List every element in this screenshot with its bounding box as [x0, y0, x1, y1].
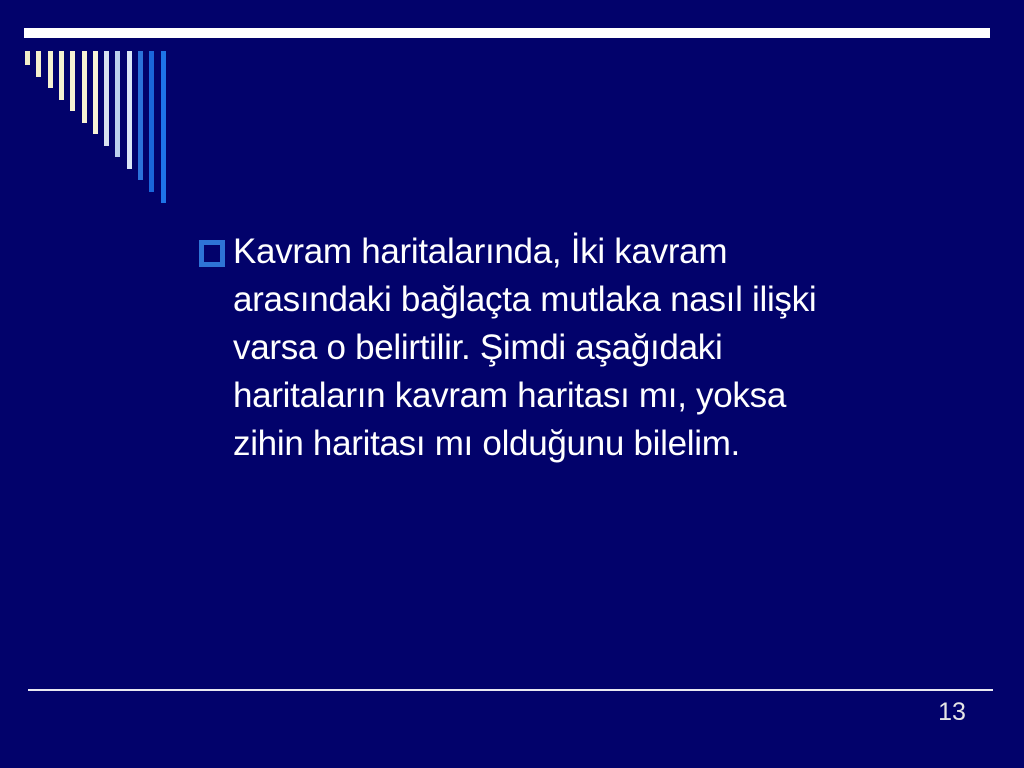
bullet-text-line: Kavram haritalarında, İki kavram	[233, 232, 728, 271]
decorative-stripe	[82, 51, 87, 123]
bullet-text-line: varsa o belirtilir. Şimdi aşağıdaki	[233, 328, 723, 367]
decorative-stripe	[36, 51, 41, 77]
decorative-stripe	[149, 51, 154, 192]
decorative-stripe	[48, 51, 53, 88]
decorative-stripe	[161, 51, 166, 203]
page-number: 13	[938, 698, 966, 726]
footer-divider	[28, 689, 993, 691]
bullet-text-line: zihin haritası mı olduğunu bilelim.	[233, 424, 740, 463]
bullet-text-line: haritaların kavram haritası mı, yoksa	[233, 376, 786, 415]
decorative-stripe	[127, 51, 132, 169]
decorative-stripe	[59, 51, 64, 100]
bullet-item	[199, 228, 959, 468]
decorative-stripe	[25, 51, 30, 65]
decorative-stripe	[93, 51, 98, 134]
bullet-text-line: arasındaki bağlaçta mutlaka nasıl ilişki	[233, 280, 817, 319]
decorative-stripe	[104, 51, 109, 146]
stripe-decoration	[0, 0, 200, 220]
decorative-stripe	[115, 51, 120, 157]
bullet-text	[233, 228, 816, 468]
decorative-stripe	[138, 51, 143, 180]
decorative-stripe	[70, 51, 75, 111]
bullet-square-icon	[199, 240, 225, 267]
